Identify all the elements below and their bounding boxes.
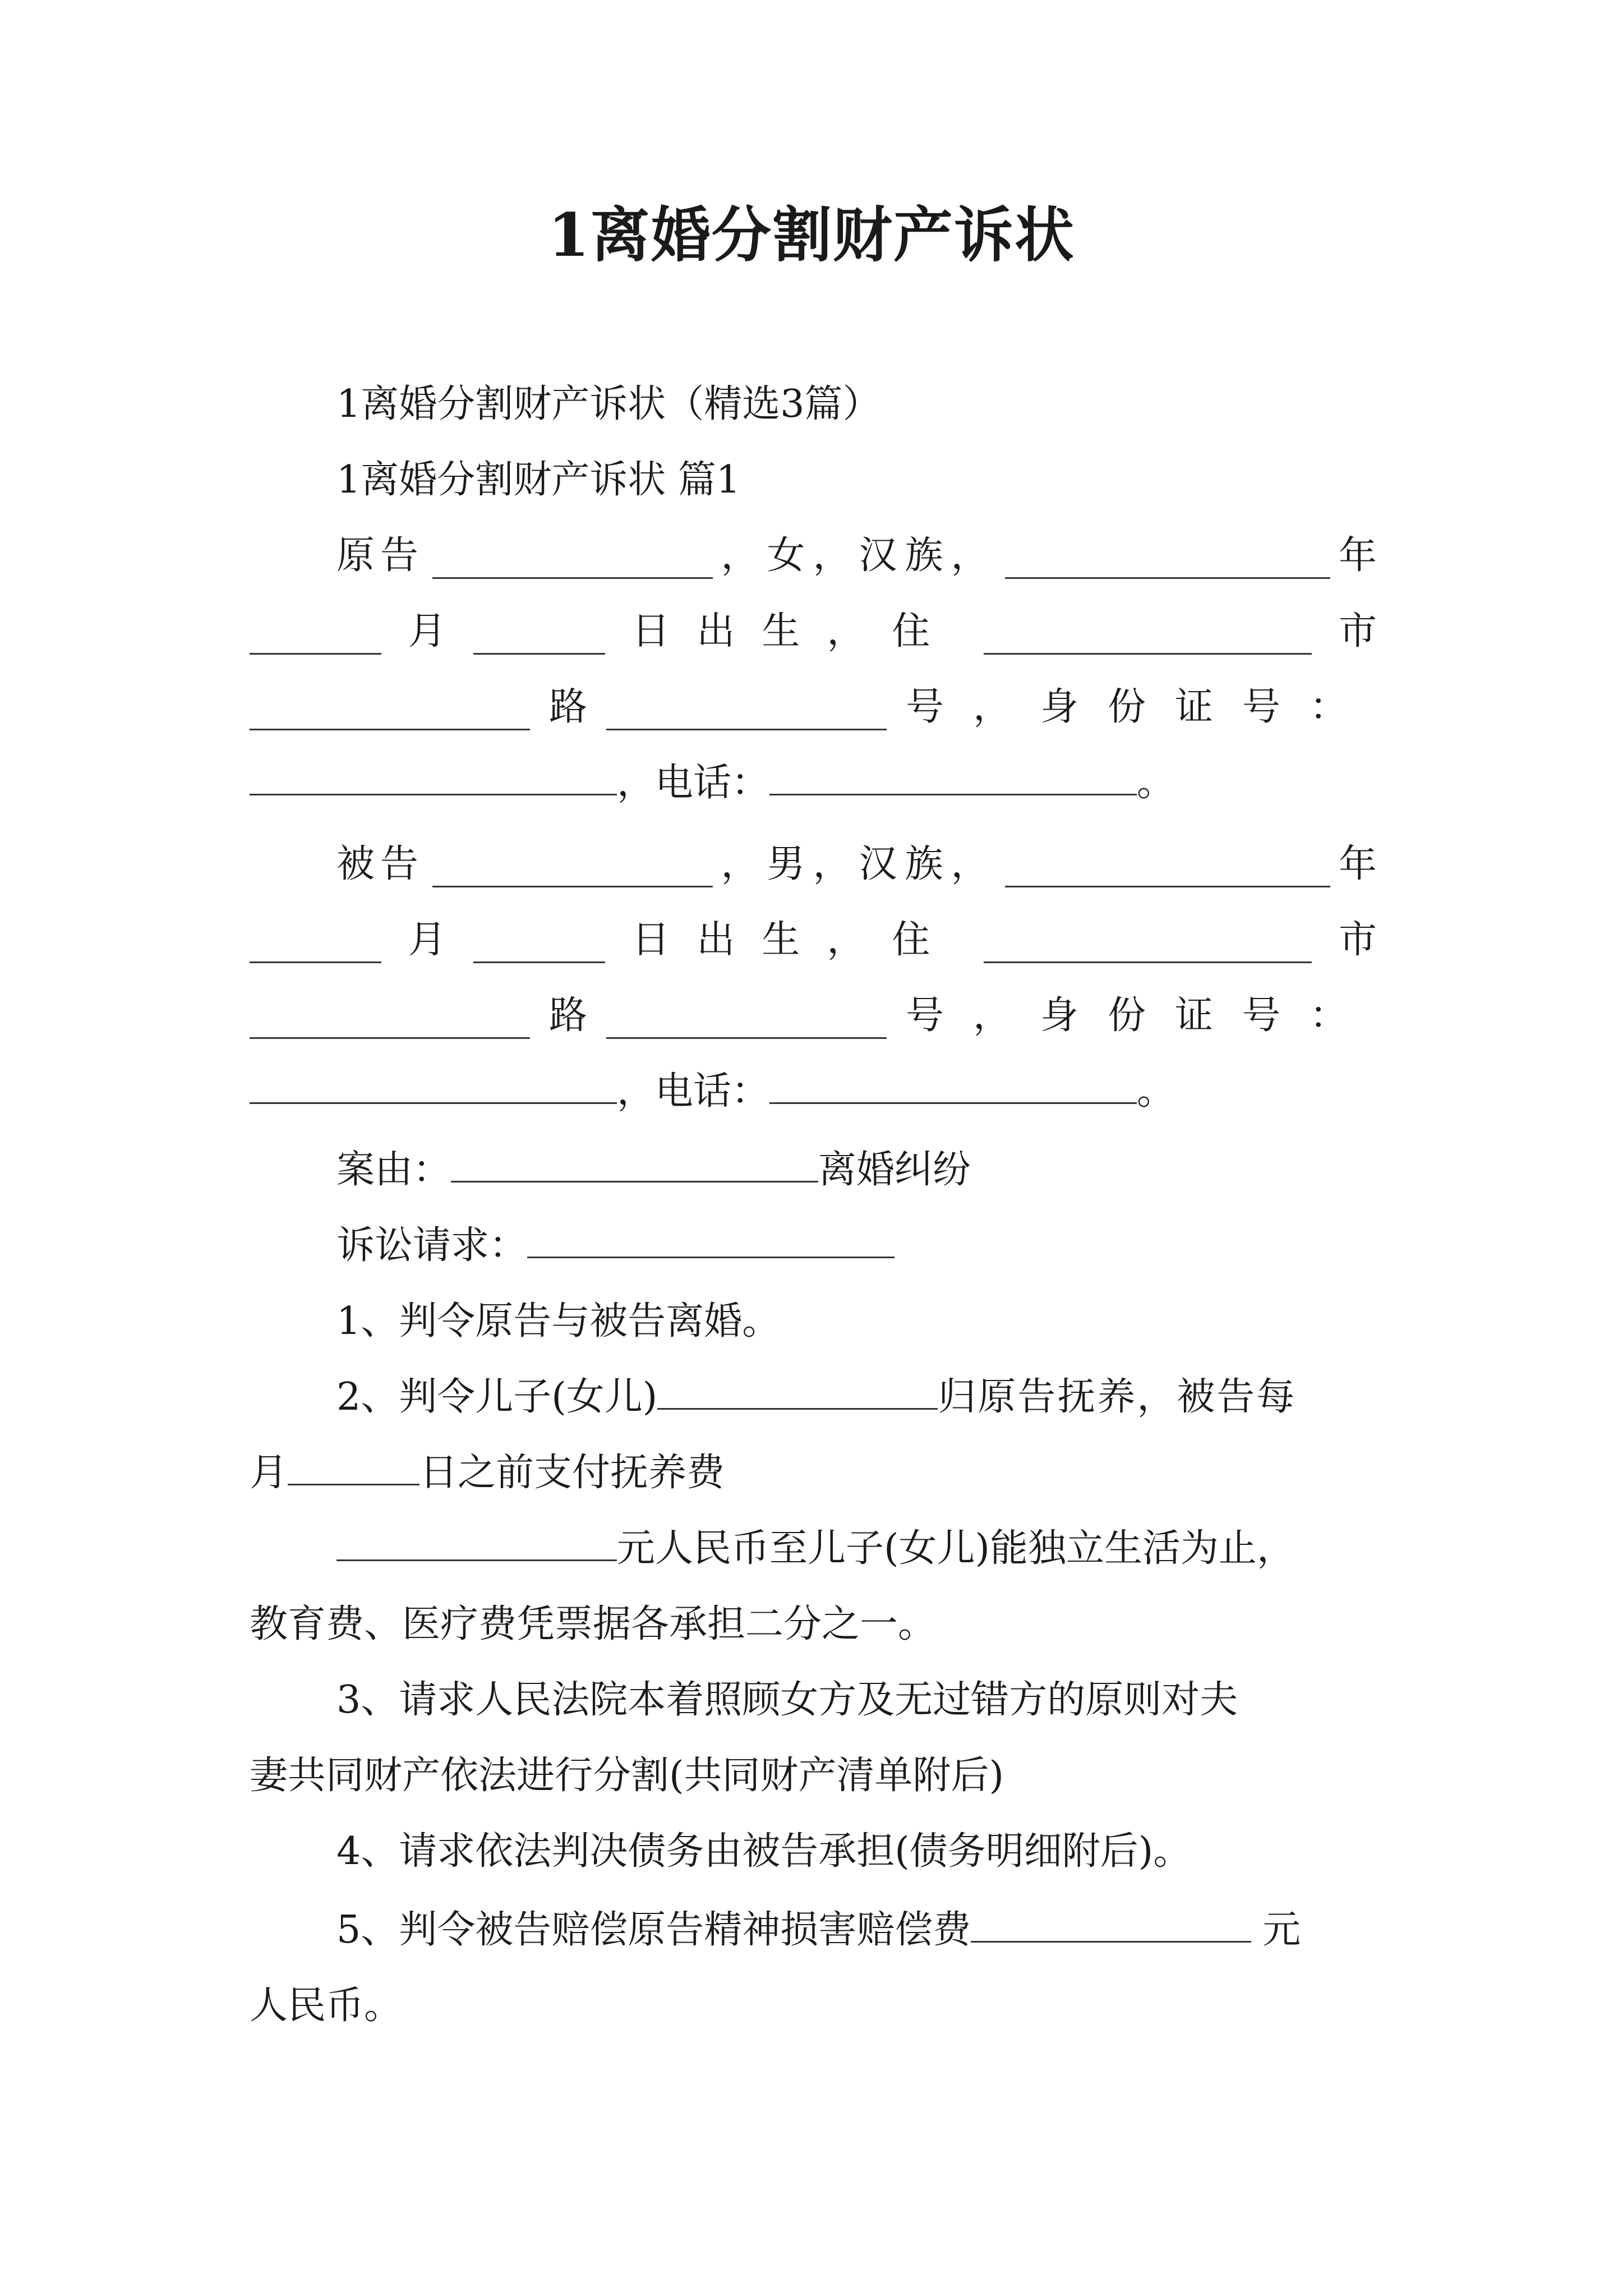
plaintiff-line-3 — [250, 684, 1377, 730]
claims-blank — [527, 1224, 895, 1258]
claim-5-text: 5、判令被告赔偿原告精神损害赔偿费 — [336, 1908, 971, 1952]
plaintiff-line-4 — [250, 760, 1377, 806]
claim-3-line-2: 妻共同财产依法进行分割(共同财产清单附后) — [250, 1754, 1004, 1798]
claim-2-amount-text: 元人民币至儿子(女儿)能独立生活为止， — [617, 1526, 1295, 1571]
plaintiff-name-blank — [432, 545, 713, 579]
defendant-end: 。 — [1137, 1069, 1175, 1114]
claim-2-month: 月 — [250, 1451, 288, 1495]
plaintiff-road-number-blank — [606, 696, 887, 730]
section-heading: 1离婚分割财产诉状 篇1 — [336, 458, 741, 502]
plaintiff-line-1 — [336, 533, 1377, 579]
plaintiff-id-blank — [250, 761, 617, 795]
case-cause-line — [336, 1147, 1377, 1193]
claim-3-line-1: 3、请求人民法院本着照顾女方及无过错方的原则对夫 — [336, 1678, 1238, 1722]
claim-5-line-1 — [336, 1907, 1377, 1953]
defendant-id-label: 号，身份证号： — [905, 993, 1377, 1038]
plaintiff-birth-day-blank — [473, 620, 605, 655]
defendant-gender: ，男，汉族， — [721, 842, 997, 886]
claim-2-child-label: 2、判令儿子(女儿) — [336, 1375, 658, 1419]
plaintiff-city: 市 — [1338, 609, 1377, 654]
claim-2-day-blank — [288, 1451, 419, 1485]
claim-5-amount-blank — [971, 1908, 1251, 1943]
claim-1: 1、判令原告与被告离婚。 — [336, 1299, 781, 1343]
claim-5-unit: 元 — [1262, 1908, 1301, 1952]
claim-2-line-2 — [250, 1450, 1377, 1496]
defendant-day-born: 日出生，住 — [631, 918, 957, 962]
defendant-line-4 — [250, 1069, 1377, 1115]
plaintiff-id-label: 号，身份证号： — [905, 685, 1377, 729]
plaintiff-road: 路 — [548, 685, 587, 729]
claims-label: 诉讼请求： — [336, 1223, 528, 1268]
defendant-label: 被告 — [336, 842, 425, 886]
defendant-id-blank — [250, 1070, 617, 1104]
defendant-name-blank — [432, 853, 713, 887]
defendant-birth-year-blank — [1005, 853, 1330, 887]
plaintiff-label: 原告 — [336, 533, 425, 578]
claim-2-amount-blank — [336, 1527, 617, 1561]
plaintiff-road-name-blank — [250, 696, 530, 730]
plaintiff-birth-year-blank — [1005, 545, 1330, 579]
plaintiff-year: 年 — [1338, 533, 1377, 578]
plaintiff-line-2 — [250, 609, 1377, 655]
defendant-road-number-blank — [606, 1005, 887, 1039]
claims-line — [336, 1223, 1377, 1269]
defendant-road: 路 — [548, 993, 587, 1038]
plaintiff-gender: ，女，汉族， — [721, 533, 997, 578]
case-cause-blank — [451, 1148, 818, 1182]
defendant-birth-month-blank — [250, 929, 381, 963]
defendant-line-2 — [250, 917, 1377, 963]
defendant-year: 年 — [1338, 842, 1377, 886]
plaintiff-phone-label: ，电话： — [617, 761, 770, 805]
claim-4: 4、请求依法判决债务由被告承担(债务明细附后)。 — [336, 1829, 1192, 1874]
plaintiff-day-born: 日出生，住 — [631, 609, 957, 654]
case-cause-label: 案由： — [336, 1148, 451, 1192]
claim-2-child-blank — [657, 1375, 938, 1410]
defendant-road-name-blank — [250, 1005, 530, 1039]
defendant-month: 月 — [408, 918, 446, 962]
claim-5-line-2: 人民币。 — [250, 1984, 403, 2028]
defendant-city-blank — [984, 929, 1312, 963]
claim-2-line-3 — [336, 1526, 1377, 1572]
plaintiff-city-blank — [984, 620, 1312, 655]
defendant-phone-label: ，电话： — [617, 1069, 770, 1114]
plaintiff-end: 。 — [1137, 761, 1175, 805]
plaintiff-birth-month-blank — [250, 620, 381, 655]
case-cause-value: 离婚纠纷 — [818, 1148, 971, 1192]
defendant-line-3 — [250, 993, 1377, 1039]
claim-2-line-1 — [336, 1374, 1377, 1420]
defendant-phone-blank — [769, 1070, 1137, 1104]
plaintiff-phone-blank — [769, 761, 1137, 795]
claim-2-payment: 日之前支付抚养费 — [419, 1451, 725, 1495]
plaintiff-month: 月 — [408, 609, 446, 654]
claim-2-line-4: 教育费、医疗费凭票据各承担二分之一。 — [250, 1602, 937, 1646]
defendant-line-1 — [336, 841, 1377, 887]
document-title: 1离婚分割财产诉状 — [548, 200, 1075, 270]
defendant-birth-day-blank — [473, 929, 605, 963]
claim-2-custody: 归原告抚养，被告每 — [938, 1375, 1297, 1419]
subtitle: 1离婚分割财产诉状（精选3篇） — [336, 382, 881, 426]
defendant-city: 市 — [1338, 918, 1377, 962]
